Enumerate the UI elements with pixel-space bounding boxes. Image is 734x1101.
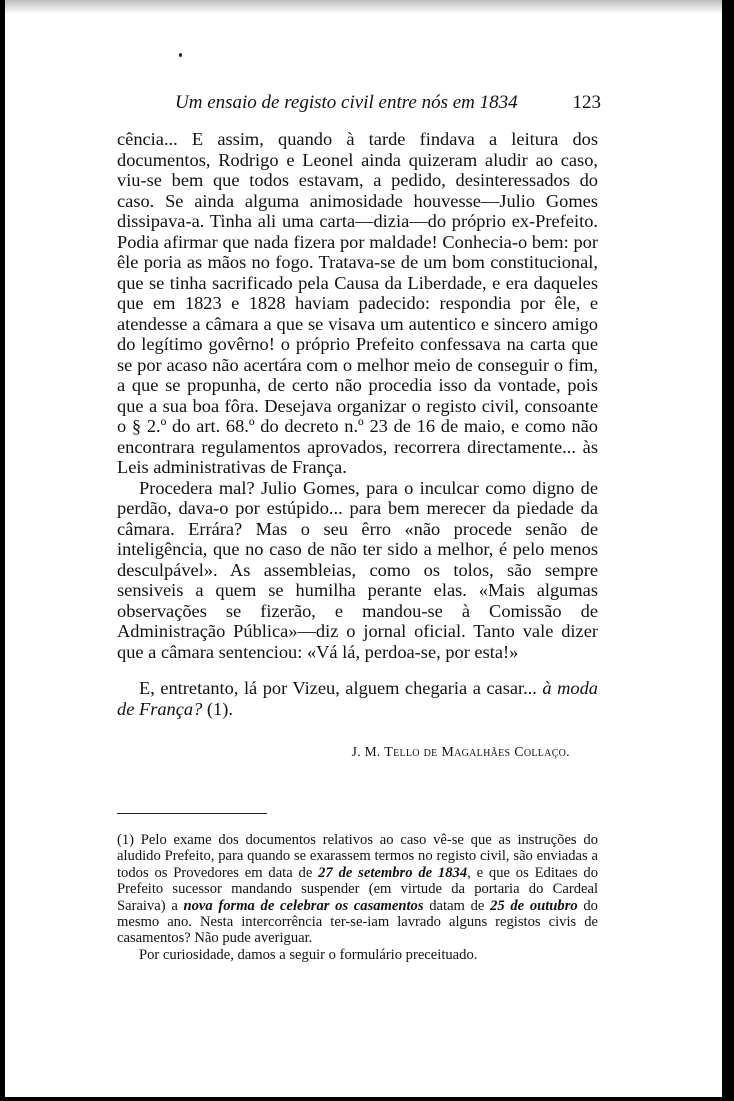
- footnote-2: Por curiosidade, damos a seguir o formulário preceituado.: [139, 946, 478, 963]
- paragraph-3-lead: E, entretanto, lá por Vizeu, alguem chegaria a casar...: [139, 678, 537, 698]
- footnote-date: 27 de setembro de 1834: [318, 864, 468, 881]
- footnote-emphasis: nova forma de celebrar os casamentos: [183, 897, 424, 914]
- paragraph-2: Procedera mal? Julio Gomes, para o inculcar como digno de perdão, dava-o por estúpido... para bem merecer da piedade da câmara. Errára? Mas o seu êrro «não procede senão de inteligência, que no caso de não ter sido a melhor, é pelo menos desculpável». As assembleias, como os tolos, são sempre sensiveis a quem se humilha perante elas. «Mais algumas observações se fizerão, e mandou-se à Comissão de Administração Pública»—diz o jornal oficial. Tanto vale dizer que a câmara sentenciou: «Vá lá, perdoa-se, por esta!»: [117, 477, 598, 662]
- footnote-1: [117, 832, 598, 947]
- author-name: Tello de Magalhães Collaço.: [384, 745, 570, 760]
- running-header: [117, 92, 601, 116]
- footnote-date: 25 de outubro: [490, 897, 578, 914]
- footnote-text: datam de: [423, 897, 491, 914]
- footnote-text: , e que os Editaes do Prefeito sucessor mandando suspender (em virtude da portaria do Cardeal Saraiva) a: [117, 864, 598, 914]
- book-page: [117, 92, 601, 963]
- author-initials: J. M.: [351, 744, 385, 759]
- footnote-text: (1) Pelo exame dos documentos relativos ao caso vê-se que as instruções do aludido Prefeito, para quando se exarassem termos no registo civil, são enviadas a todos os Provedores em data de: [117, 832, 598, 881]
- body-text: [117, 129, 598, 719]
- paragraph-3: [117, 678, 598, 719]
- scan-border-bottom: [0, 1097, 734, 1101]
- author-signature: [117, 744, 598, 761]
- running-title: Um ensaio de registo civil entre nós em 1834: [175, 92, 518, 113]
- ink-speck: [179, 53, 182, 57]
- scan-shadow-top: [5, 0, 722, 14]
- paragraph-1: cência... E assim, quando à tarde findava a leitura dos documentos, Rodrigo e Leonel ainda quizeram aludir ao caso, viu-se bem que todos estavam, a pedido, desinteressados do caso. Se ainda alguma animosidade houvesse—Julio Gomes dissipava-a. Tinha ali uma carta—dizia—do próprio ex-Prefeito. Podia afirmar que nada fizera por maldade! Conhecia-o bem: por êle poria as mãos no fogo. Tratava-se de um bom constitucional, que se tinha sacrificado pela Causa da Liberdade, e era daqueles que em 1823 e 1828 haviam padecido: respondia por êle, e atendesse a câmara a que se visava um autentico e sincero amigo do legítimo govêrno! o próprio Prefeito confessava na carta que se por acaso não acertára com o melhor meio de conseguir o fim, a que se propunha, de certo não procedia isso da vontade, pois que a sua boa fôra. Desejava organizar o registo civil, consoante o § 2.º do art. 68.º do decreto n.º 23 de 16 de maio, e como não encontrara regulamentos aprovados, recorrera directamente... às Leis administrativas de França.: [117, 129, 598, 477]
- footnotes: [117, 832, 598, 963]
- scan-border-right: [722, 0, 734, 1101]
- page-number: 123: [572, 92, 601, 113]
- paragraph-3-italic: à moda de França?: [117, 678, 598, 719]
- footnote-reference: (1).: [202, 698, 233, 719]
- footnote-text: do mesmo ano. Nesta intercorrência ter-se-iam lavrado alguns registos civis de casamentos? Não pude averiguar.: [117, 897, 598, 947]
- footnote-divider: [117, 813, 267, 814]
- scan-border-left: [0, 0, 5, 1101]
